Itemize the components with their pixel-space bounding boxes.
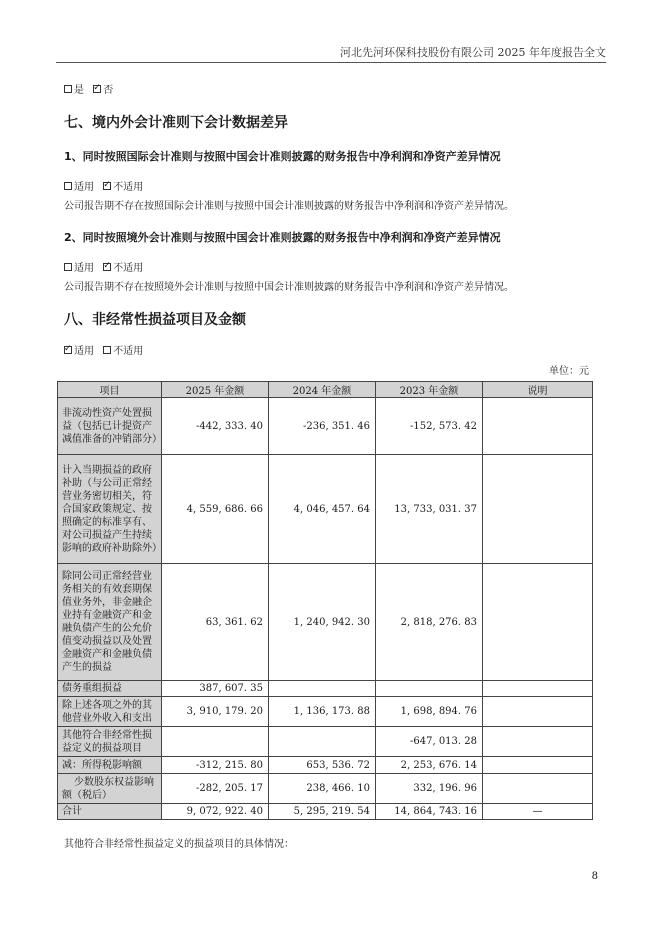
table-row — [58, 727, 593, 757]
sub1-options — [64, 178, 149, 193]
row-2024: -236, 351. 46 — [269, 398, 376, 455]
row-2023: 1, 698, 894. 76 — [376, 697, 483, 727]
table-row — [58, 564, 593, 681]
row-2023: -152, 573. 42 — [376, 398, 483, 455]
section7-title: 七、境内外会计准则下会计数据差异 — [64, 115, 288, 131]
row-2024 — [269, 727, 376, 757]
row-note — [483, 774, 593, 804]
section7-sub1-title: 1、同时按照国际会计准则与按照中国会计准则披露的财务报告中净利润和净资产差异情况 — [64, 150, 501, 163]
checked-checkbox-icon — [93, 85, 101, 93]
option-no-label: 否 — [103, 85, 114, 96]
section7-sub2-title: 2、同时按照境外会计准则与按照中国会计准则披露的财务报告中净利润和净资产差异情况 — [64, 231, 501, 244]
row-item: 非流动性资产处置损益（包括已计提资产减值准备的冲销部分） — [58, 398, 162, 455]
row-2025: 4, 559, 686. 66 — [162, 455, 269, 564]
row-2024: 238, 466. 10 — [269, 774, 376, 804]
row-item: 减：所得税影响额 — [58, 757, 162, 774]
row-note — [483, 564, 593, 681]
row-2025: 387, 607. 35 — [162, 681, 269, 697]
checkbox-icon — [64, 85, 72, 93]
option-not-applicable — [103, 342, 143, 357]
option-applicable-label: 适用 — [74, 346, 94, 357]
row-2025: -312, 215. 80 — [162, 757, 269, 774]
total-2025: 9, 072, 922. 40 — [162, 804, 269, 820]
header-2025: 2025 年金额 — [162, 382, 269, 398]
row-2025: -442, 333. 40 — [162, 398, 269, 455]
option-applicable — [64, 259, 94, 274]
table-row — [58, 455, 593, 564]
checkbox-icon — [64, 182, 72, 190]
header-note: 说明 — [483, 382, 593, 398]
table-header-row — [58, 382, 593, 398]
row-2025 — [162, 727, 269, 757]
section8-options — [64, 342, 149, 357]
row-2024: 653, 536. 72 — [269, 757, 376, 774]
row-2023: 2, 818, 276. 83 — [376, 564, 483, 681]
option-not-applicable — [103, 259, 143, 274]
row-item: 其他符合非经常性损益定义的损益项目 — [58, 727, 162, 757]
row-2023: 2, 253, 676. 14 — [376, 757, 483, 774]
table-row — [58, 398, 593, 455]
option-applicable-label: 适用 — [74, 182, 94, 193]
option-not-applicable-label: 不适用 — [113, 263, 144, 274]
option-applicable-label: 适用 — [74, 263, 94, 274]
row-2025: -282, 205. 17 — [162, 774, 269, 804]
option-applicable — [64, 178, 94, 193]
row-note — [483, 681, 593, 697]
row-2025: 63, 361. 62 — [162, 564, 269, 681]
row-item: 债务重组损益 — [58, 681, 162, 697]
table-row — [58, 774, 593, 804]
row-note — [483, 727, 593, 757]
checkbox-icon — [103, 346, 111, 354]
row-item: 计入当期损益的政府补助（与公司正常经营业务密切相关，符合国家政策规定、按照确定的标准享有、对公司损益产生持续影响的政府补助除外） — [58, 455, 162, 564]
report-header-title: 河北先河环保科技股份有限公司 2025 年年度报告全文 — [340, 46, 606, 59]
option-no — [93, 81, 113, 96]
header-2024: 2024 年金额 — [269, 382, 376, 398]
option-not-applicable — [103, 178, 143, 193]
other-items-text: 其他符合非经常性损益定义的损益项目的具体情况： — [64, 839, 294, 850]
page-number: 8 — [591, 871, 598, 882]
option-not-applicable-label: 不适用 — [113, 182, 144, 193]
row-2024: 1, 240, 942. 30 — [269, 564, 376, 681]
table-row — [58, 757, 593, 774]
table-total-row — [58, 804, 593, 820]
row-item: 除上述各项之外的其他营业外收入和支出 — [58, 697, 162, 727]
header-2023: 2023 年金额 — [376, 382, 483, 398]
row-2023: 332, 196. 96 — [376, 774, 483, 804]
table-row — [58, 697, 593, 727]
row-2024: 1, 136, 173. 88 — [269, 697, 376, 727]
option-yes-label: 是 — [74, 85, 84, 96]
row-note — [483, 455, 593, 564]
row-2023 — [376, 681, 483, 697]
header-divider — [56, 62, 606, 63]
total-label: 合计 — [58, 804, 162, 820]
sub2-text: 公司报告期不存在按照境外会计准则与按照中国会计准则披露的财务报告中净利润和净资产差异情况。 — [64, 282, 514, 293]
option-yes — [64, 81, 84, 96]
header-item: 项目 — [58, 382, 162, 398]
checked-checkbox-icon — [103, 263, 111, 271]
row-2024: 4, 046, 457. 64 — [269, 455, 376, 564]
row-2025: 3, 910, 179. 20 — [162, 697, 269, 727]
row-item: 除同公司正常经营业务相关的有效套期保值业务外，非金融企业持有金融资产和金融负债产生的公允价值变动损益以及处置金融资产和金融负债产生的损益 — [58, 564, 162, 681]
row-2023: 13, 733, 031. 37 — [376, 455, 483, 564]
row-note — [483, 757, 593, 774]
option-not-applicable-label: 不适用 — [113, 346, 144, 357]
row-2024 — [269, 681, 376, 697]
unit-label: 单位：元 — [549, 366, 589, 377]
option-applicable — [64, 342, 94, 357]
total-note: — — [483, 804, 593, 820]
top-options — [64, 81, 119, 96]
row-2023: -647, 013. 28 — [376, 727, 483, 757]
checked-checkbox-icon — [103, 182, 111, 190]
row-item: 少数股东权益影响额（税后） — [58, 774, 162, 804]
non-recurring-gains-table — [57, 381, 593, 820]
total-2023: 14, 864, 743. 16 — [376, 804, 483, 820]
checked-checkbox-icon — [64, 346, 72, 354]
row-note — [483, 697, 593, 727]
table-row — [58, 681, 593, 697]
total-2024: 5, 295, 219. 54 — [269, 804, 376, 820]
checkbox-icon — [64, 263, 72, 271]
sub1-text: 公司报告期不存在按照国际会计准则与按照中国会计准则披露的财务报告中净利润和净资产差异情况。 — [64, 201, 514, 212]
section8-title: 八、非经常性损益项目及金额 — [64, 312, 246, 328]
sub2-options — [64, 259, 149, 274]
row-note — [483, 398, 593, 455]
